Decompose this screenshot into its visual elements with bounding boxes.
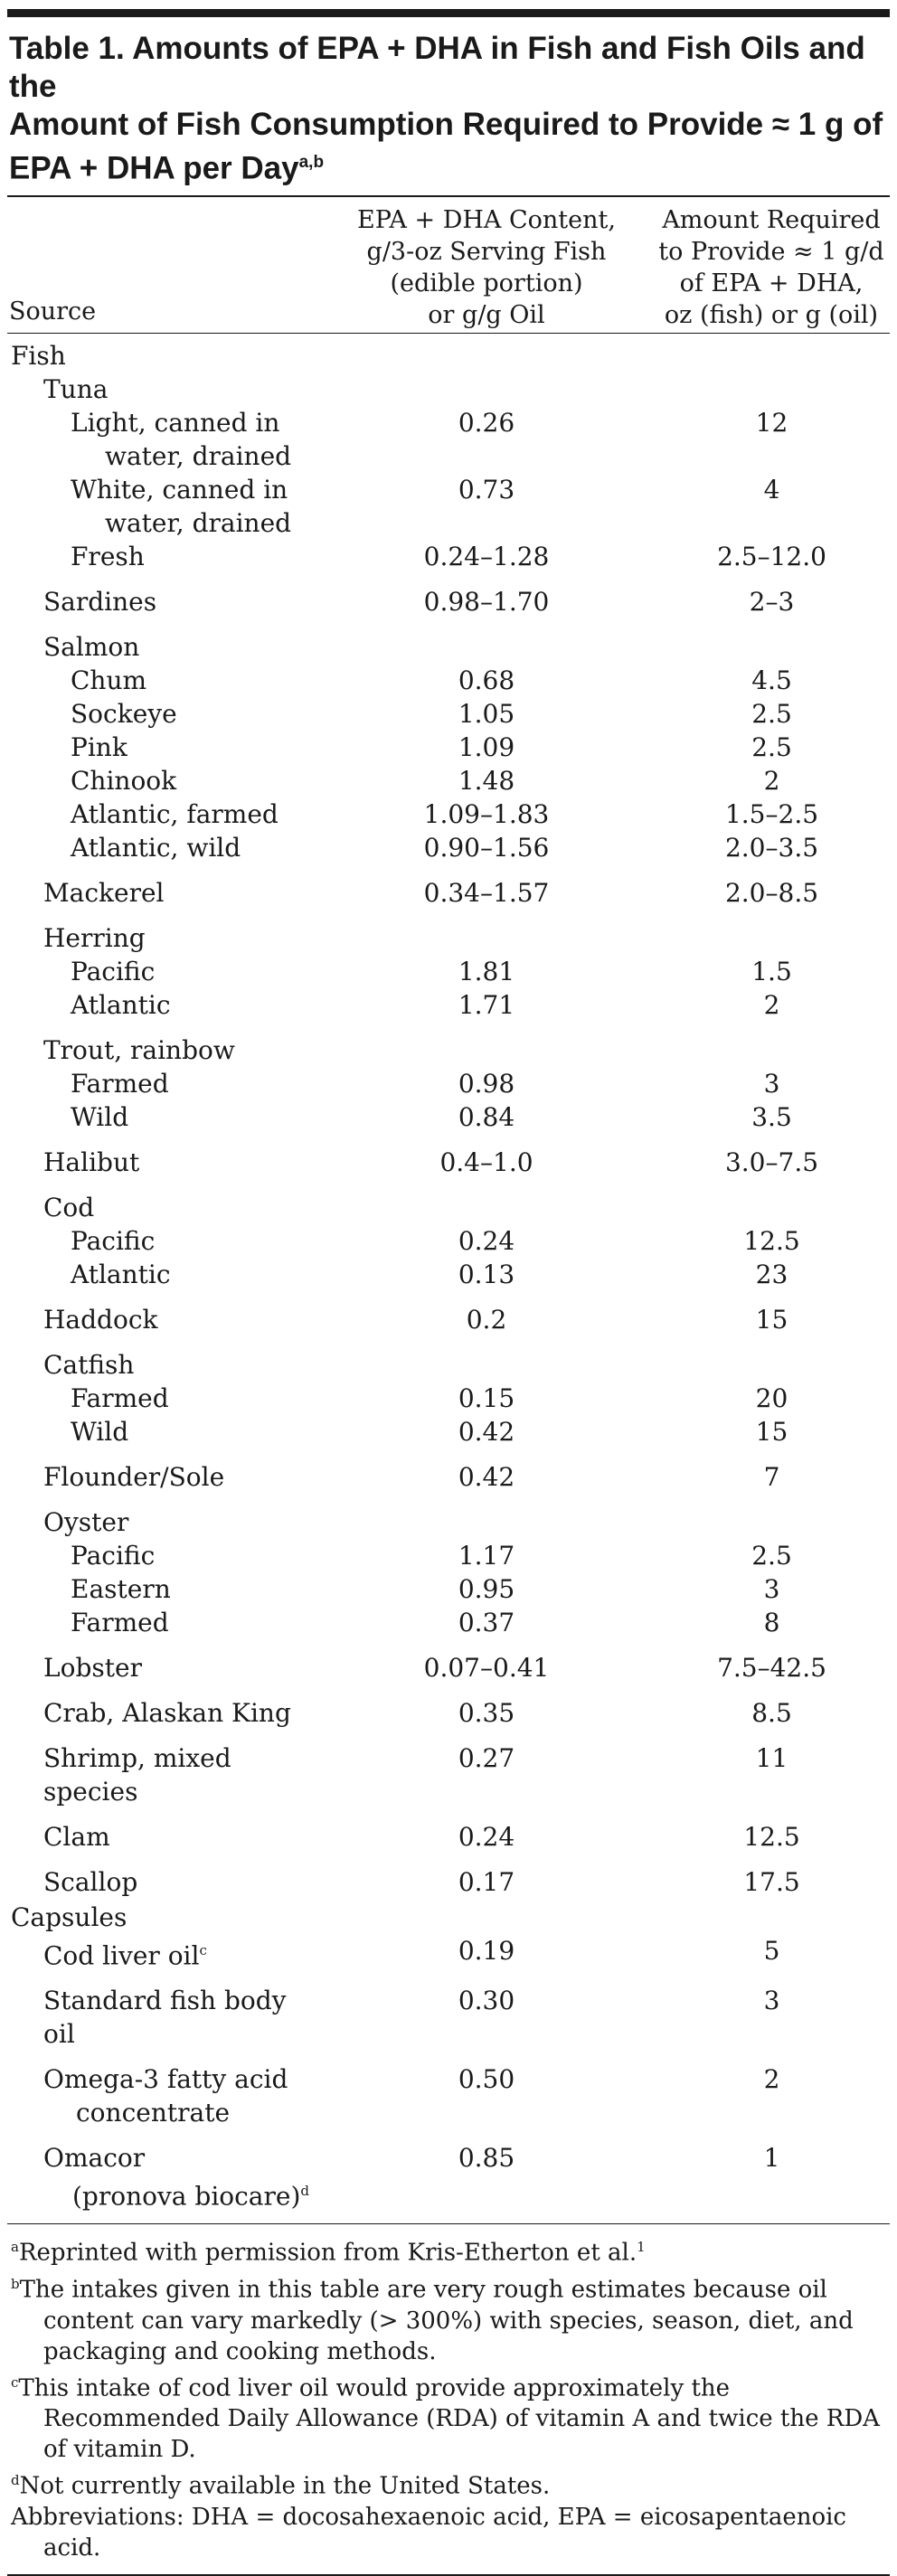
table-row	[7, 473, 890, 540]
table-row	[7, 1865, 890, 1899]
group-oyster	[7, 1505, 890, 1539]
table-row	[7, 1382, 890, 1415]
table-row	[7, 1539, 890, 1572]
row-content: 0.19	[458, 1935, 515, 1966]
row-label: Eastern	[71, 1573, 171, 1604]
table-row	[7, 1146, 890, 1179]
row-label: Omega-3 fatty acid concentrate	[43, 2063, 288, 2128]
row-content: 0.35	[458, 1697, 515, 1728]
group-label: Tuna	[43, 373, 109, 404]
row-content: 1.17	[458, 1540, 515, 1571]
row-amount: 15	[755, 1304, 788, 1335]
table-row	[7, 797, 890, 831]
group-catfish	[7, 1348, 890, 1382]
row-label: Sardines	[43, 586, 157, 617]
row-label-sub-text: (pronova biocare)	[72, 2181, 301, 2212]
table-row	[7, 1984, 890, 2051]
row-amount: 2.5	[751, 1540, 792, 1571]
group-tuna	[7, 373, 890, 406]
header-amount-line: to Provide ≈ 1 g/d	[658, 237, 884, 266]
row-label: Atlantic, farmed	[71, 798, 279, 829]
row-amount: 3	[763, 1573, 780, 1604]
row-content: 0.42	[458, 1416, 515, 1447]
row-amount: 2.0–3.5	[724, 832, 819, 863]
row-content: 0.98	[458, 1068, 515, 1099]
header-content-line: or g/g Oil	[428, 300, 545, 329]
row-content: 0.95	[458, 1573, 515, 1604]
row-label: Light, canned in water, drained	[71, 407, 292, 471]
reference-mark: 1	[637, 2239, 646, 2256]
row-amount: 2.0–8.5	[724, 877, 819, 908]
section-label: Capsules	[11, 1901, 127, 1932]
row-amount: 8.5	[751, 1697, 792, 1728]
row-content: 1.09	[458, 731, 515, 762]
header-amount-line: Amount Required	[662, 205, 881, 234]
group-salmon	[7, 630, 890, 664]
table-row	[7, 731, 890, 764]
table-row	[7, 1696, 890, 1730]
table-row	[7, 540, 890, 573]
row-amount: 17.5	[743, 1866, 800, 1897]
footnote-text: Not currently available in the United States.	[19, 2472, 551, 2500]
row-label-text: Omacor	[43, 2142, 146, 2173]
footnote-text: This intake of cod liver oil would provide approximately the Recommended Daily Allowance (RDA) of vitamin A and twice the RDA of vitamin D.	[18, 2374, 880, 2464]
section-label: Fish	[11, 340, 66, 371]
table-row	[7, 831, 890, 864]
row-label: Flounder/Sole	[43, 1461, 225, 1492]
table-row	[7, 406, 890, 473]
row-content: 0.24	[458, 1225, 515, 1256]
title-line-3-text: EPA + DHA per Day	[9, 150, 299, 186]
footnote-mark: b	[11, 2275, 20, 2292]
row-content: 0.07–0.41	[423, 1652, 550, 1683]
row-content: 0.26	[458, 407, 515, 438]
header-source: Source	[9, 297, 97, 326]
row-label: White, canned in water, drained	[71, 474, 292, 538]
table-row	[7, 1651, 890, 1684]
header-amount-line: oz (fish) or g (oil)	[664, 300, 879, 329]
table-body	[7, 334, 890, 2213]
table-row	[7, 2141, 890, 2213]
group-label: Catfish	[43, 1349, 135, 1380]
row-content: 1.71	[458, 989, 515, 1020]
table-row	[7, 1067, 890, 1100]
row-amount: 1.5–2.5	[724, 798, 819, 829]
footnote-mark: a	[11, 2239, 19, 2256]
group-trout	[7, 1033, 890, 1067]
row-label: Farmed	[71, 1382, 169, 1413]
row-content: 0.73	[458, 474, 515, 505]
row-label: Pacific	[71, 1540, 156, 1571]
table-row	[7, 664, 890, 697]
row-label-text: Cod liver oil	[43, 1939, 200, 1970]
row-content: 0.50	[458, 2063, 515, 2094]
row-label: Wild	[71, 1101, 129, 1132]
table-row	[7, 1303, 890, 1336]
row-content: 0.42	[458, 1461, 515, 1492]
row-label: Fresh	[71, 541, 145, 571]
row-amount: 3	[763, 1985, 780, 2015]
footnote-mark: d	[11, 2472, 20, 2489]
table-row	[7, 1224, 890, 1258]
section-fish	[7, 339, 890, 373]
header-content-line: EPA + DHA Content,	[357, 205, 616, 234]
row-label: Halibut	[43, 1146, 140, 1177]
row-amount: 15	[755, 1416, 788, 1447]
table-row	[7, 764, 890, 797]
table-row	[7, 1820, 890, 1854]
footnote-mark: c	[199, 1941, 207, 1958]
row-content: 1.48	[458, 765, 515, 796]
row-label: Chinook	[71, 765, 177, 796]
row-amount: 3.0–7.5	[724, 1146, 819, 1177]
row-label: Haddock	[43, 1304, 158, 1335]
table-row	[7, 697, 890, 731]
row-content: 0.68	[458, 665, 515, 695]
footnote-mark: d	[300, 2182, 309, 2199]
row-label: Atlantic, wild	[71, 832, 241, 863]
row-label: Lobster	[43, 1652, 142, 1683]
title-line-2: Amount of Fish Consumption Required to Provide ≈ 1 g of	[9, 107, 883, 142]
table-row	[7, 1258, 890, 1291]
row-content: 0.4–1.0	[439, 1146, 533, 1177]
group-label: Trout, rainbow	[43, 1034, 235, 1065]
group-label: Salmon	[43, 631, 140, 662]
group-label: Oyster	[43, 1506, 129, 1537]
row-amount: 4.5	[751, 665, 792, 695]
row-label	[7, 2141, 319, 2213]
row-label	[7, 1934, 319, 1972]
row-label: Mackerel	[43, 877, 165, 908]
table-row	[7, 1606, 890, 1639]
row-amount: 2	[763, 765, 780, 796]
row-amount: 2.5	[751, 698, 792, 729]
row-content: 0.17	[458, 1866, 515, 1897]
row-amount: 2–3	[749, 586, 795, 617]
title-superscript: a,b	[298, 153, 325, 172]
row-content: 0.13	[458, 1259, 515, 1289]
header-content-line: (edible portion)	[390, 269, 583, 297]
row-content: 1.09–1.83	[423, 798, 550, 829]
table-row	[7, 1572, 890, 1606]
group-herring	[7, 921, 890, 955]
row-amount: 23	[755, 1259, 788, 1289]
header-amount-line: of EPA + DHA,	[679, 269, 864, 297]
table-row	[7, 1100, 890, 1134]
row-label: Pacific	[71, 1225, 156, 1256]
row-content: 0.85	[458, 2142, 515, 2173]
row-content: 0.34–1.57	[423, 877, 550, 908]
row-amount: 12.5	[743, 1225, 800, 1256]
row-label: Pink	[71, 731, 127, 762]
header-content-line: g/3-oz Serving Fish	[366, 237, 607, 266]
row-amount: 3.5	[751, 1101, 792, 1132]
row-amount: 4	[763, 474, 780, 505]
row-content: 0.98–1.70	[423, 586, 550, 617]
top-rule	[7, 9, 890, 17]
row-label: Standard fish body oil	[43, 1985, 287, 2049]
group-label: Herring	[43, 922, 146, 953]
row-content: 1.81	[458, 956, 515, 986]
row-amount: 11	[755, 1742, 788, 1773]
row-amount: 1.5	[751, 956, 792, 986]
row-amount: 20	[755, 1382, 788, 1413]
table-header	[7, 197, 890, 333]
row-amount: 8	[763, 1607, 780, 1637]
table-row	[7, 876, 890, 910]
footnote-d	[11, 2465, 890, 2502]
row-label: Wild	[71, 1416, 129, 1447]
row-amount: 7	[763, 1461, 780, 1492]
group-cod	[7, 1191, 890, 1224]
section-capsules	[7, 1901, 890, 1934]
row-label: Farmed	[71, 1607, 169, 1637]
group-label: Cod	[43, 1192, 95, 1222]
row-label: Farmed	[71, 1068, 169, 1099]
row-content: 0.24	[458, 1821, 515, 1852]
table-row	[7, 2062, 890, 2129]
row-label: Atlantic	[71, 989, 171, 1020]
footnote-text: The intakes given in this table are very rough estimates because oil content can vary markedly (> 300%) with species, season, diet, and packaging and cooking methods.	[19, 2276, 854, 2365]
footnote-b	[11, 2269, 890, 2367]
row-label: Scallop	[43, 1866, 138, 1897]
row-content: 0.90–1.56	[423, 832, 550, 863]
row-content: 0.30	[458, 1985, 515, 2015]
table-row	[7, 988, 890, 1022]
row-content: 0.15	[458, 1382, 515, 1413]
row-content: 1.05	[458, 698, 515, 729]
row-content: 0.2	[466, 1304, 507, 1335]
row-content: 0.37	[458, 1607, 515, 1637]
row-label: Shrimp, mixed species	[43, 1742, 231, 1807]
header-content	[319, 204, 654, 331]
row-label-sub	[43, 2175, 319, 2213]
row-content: 0.27	[458, 1742, 515, 1773]
row-amount: 5	[763, 1935, 780, 1966]
table-row	[7, 1741, 890, 1808]
table-title	[7, 30, 890, 188]
row-label: Atlantic	[71, 1259, 171, 1289]
row-amount: 7.5–42.5	[717, 1652, 826, 1683]
title-line-1: Table 1. Amounts of EPA + DHA in Fish and Fish Oils and the	[9, 31, 865, 104]
table-row	[7, 1460, 890, 1494]
row-content: 0.84	[458, 1101, 515, 1132]
row-amount: 2	[763, 2063, 780, 2094]
row-label: Sockeye	[71, 698, 177, 729]
header-amount	[654, 204, 889, 331]
row-amount: 12	[755, 407, 788, 438]
table-row	[7, 1415, 890, 1448]
row-label: Clam	[43, 1821, 110, 1852]
footnote-abbreviations: Abbreviations: DHA = docosahexaenoic acid, EPA = eicosapentaenoic acid.	[11, 2503, 846, 2562]
footnotes	[7, 2224, 890, 2563]
footnote-a	[11, 2232, 890, 2269]
footnote-mark: c	[11, 2373, 19, 2391]
row-amount: 2	[763, 989, 780, 1020]
row-amount: 3	[763, 1068, 780, 1099]
row-label: Pacific	[71, 956, 156, 986]
table-row	[7, 1934, 890, 1972]
row-amount: 12.5	[743, 1821, 800, 1852]
row-content: 0.24–1.28	[423, 541, 550, 571]
footnote-text: Reprinted with permission from Kris-Etherton et al.	[18, 2239, 637, 2267]
row-label: Chum	[71, 665, 147, 695]
table-row	[7, 955, 890, 988]
row-amount: 2.5	[751, 731, 792, 762]
table-row	[7, 585, 890, 618]
row-amount: 1	[763, 2142, 780, 2173]
table-page	[7, 0, 890, 2576]
row-label: Crab, Alaskan King	[43, 1697, 291, 1728]
title-line-3	[9, 144, 890, 188]
row-amount: 2.5–12.0	[717, 541, 826, 571]
